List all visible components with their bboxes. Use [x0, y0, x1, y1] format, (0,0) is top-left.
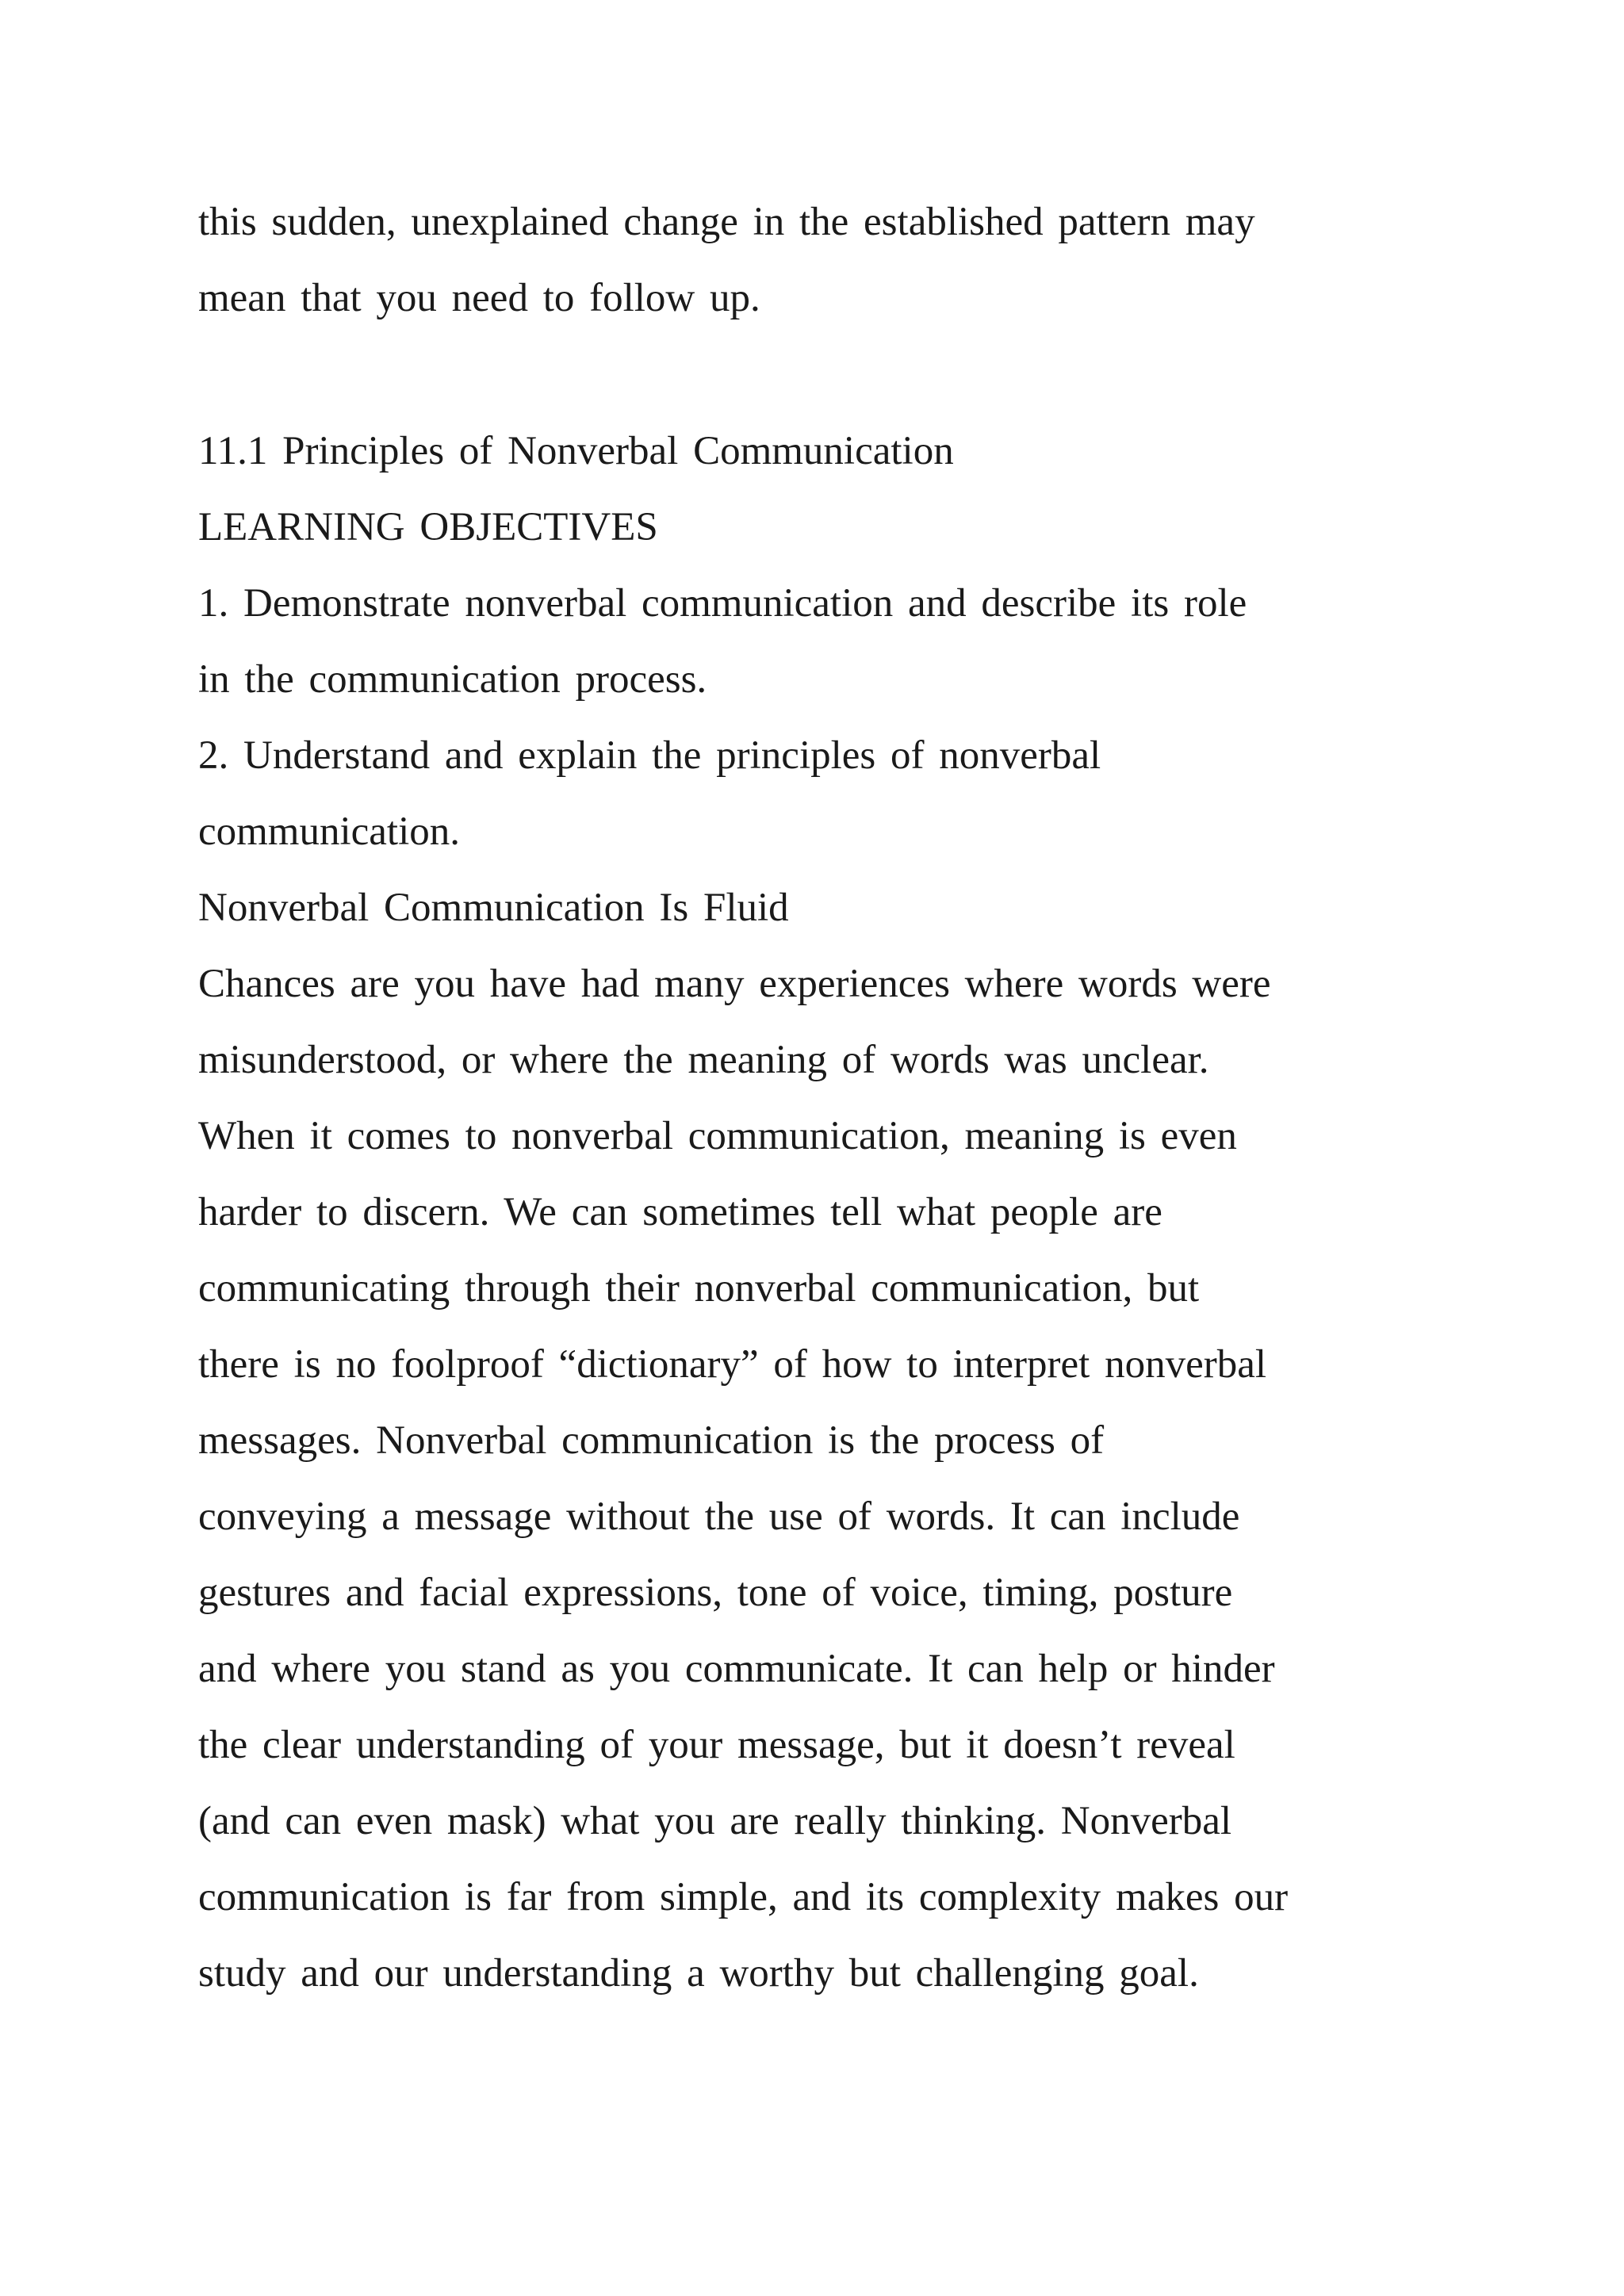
- body-line: and where you stand as you communicate. It can help or hinder: [198, 1647, 1275, 1691]
- document-page: [198, 190, 1483, 2018]
- body-line: communicating through their nonverbal communication, but: [198, 1266, 1200, 1311]
- body-line: communication is far from simple, and its complexity makes our: [198, 1875, 1289, 1919]
- subheading: Nonverbal Communication Is Fluid: [198, 886, 789, 930]
- paragraph-gap: [198, 342, 1483, 419]
- body-line: misunderstood, or where the meaning of words was unclear.: [198, 1038, 1209, 1082]
- section-heading: 11.1 Principles of Nonverbal Communication: [198, 429, 954, 473]
- body-line: messages. Nonverbal communication is the process of: [198, 1418, 1105, 1463]
- body-line: When it comes to nonverbal communication, meaning is even: [198, 1114, 1237, 1158]
- body-line: study and our understanding a worthy but challenging goal.: [198, 1951, 1199, 1996]
- body-line: there is no foolproof “dictionary” of how to interpret nonverbal: [198, 1342, 1267, 1387]
- objective-line: communication.: [198, 809, 461, 854]
- body-line: Chances are you have had many experiences where words were: [198, 962, 1271, 1006]
- text-line: this sudden, unexplained change in the established pattern may: [198, 200, 1255, 244]
- objective-line: in the communication process.: [198, 657, 707, 702]
- body-line: conveying a message without the use of words. It can include: [198, 1494, 1240, 1539]
- body-line: (and can even mask) what you are really thinking. Nonverbal: [198, 1799, 1232, 1843]
- body-line: the clear understanding of your message, but it doesn’t reveal: [198, 1723, 1235, 1767]
- objective-line: 1. Demonstrate nonverbal communication and describe its role: [198, 581, 1247, 626]
- objectives-heading: LEARNING OBJECTIVES: [198, 505, 658, 549]
- body-line: gestures and facial expressions, tone of voice, timing, posture: [198, 1571, 1233, 1615]
- objective-line: 2. Understand and explain the principles of nonverbal: [198, 733, 1101, 778]
- text-line: mean that you need to follow up.: [198, 276, 760, 320]
- body-line: harder to discern. We can sometimes tell what people are: [198, 1190, 1162, 1234]
